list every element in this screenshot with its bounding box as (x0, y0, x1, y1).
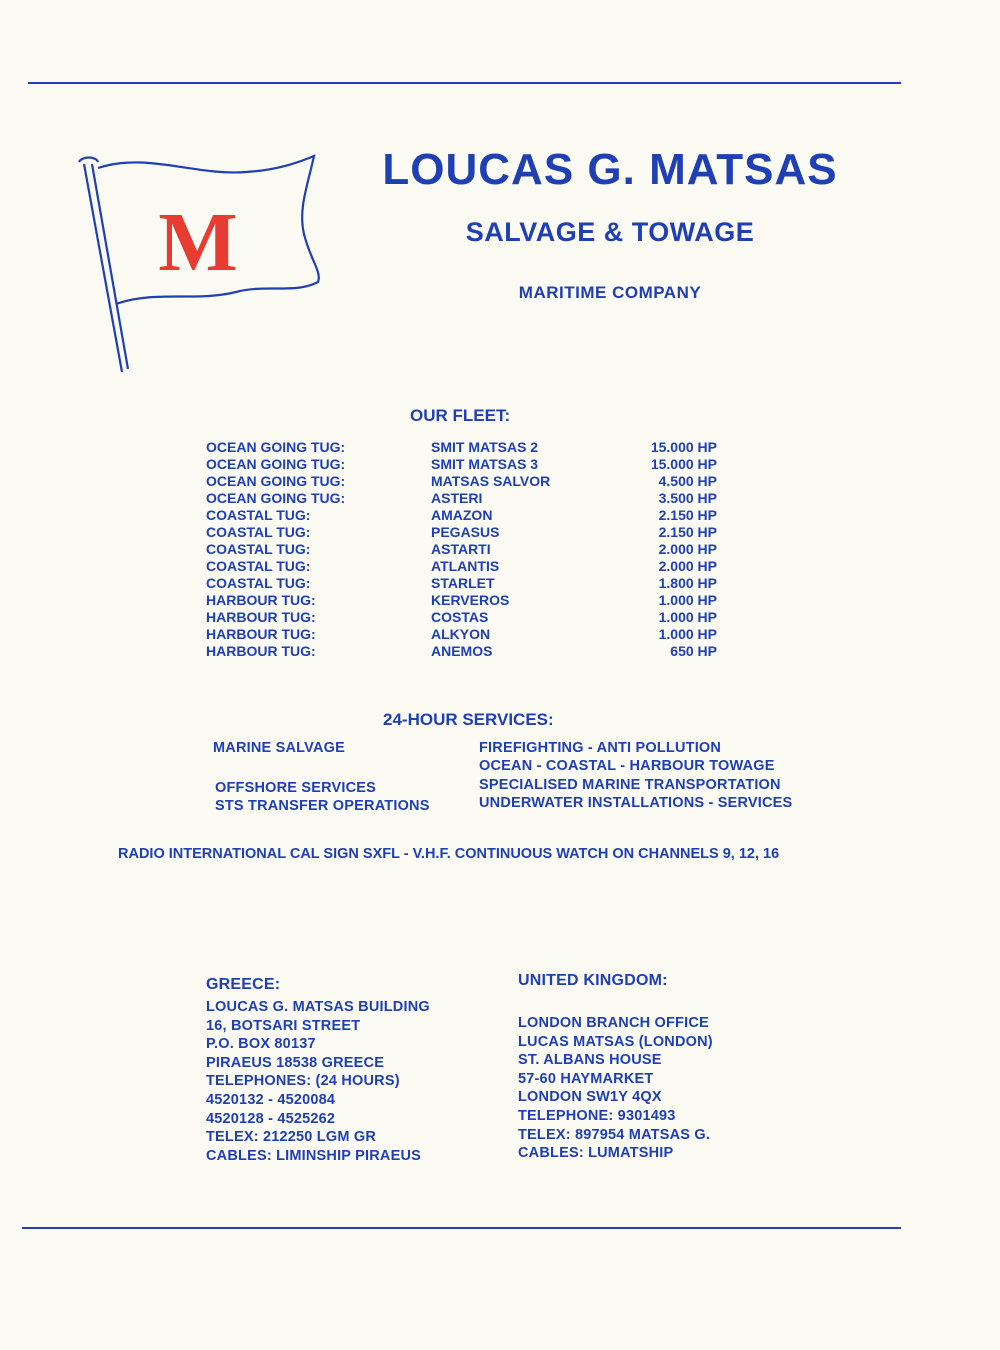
company-name: LOUCAS G. MATSAS (382, 145, 838, 194)
fleet-row (206, 643, 726, 660)
tug-horsepower: 4.500 HP (658, 473, 717, 489)
uk-address-line: 57-60 HAYMARKET (518, 1070, 654, 1087)
flag-letter: M (158, 196, 238, 289)
fleet-row (206, 456, 726, 473)
radio-info: RADIO INTERNATIONAL CAL SIGN SXFL - V.H.F. CONTINUOUS WATCH ON CHANNELS 9, 12, 16 (118, 846, 780, 862)
fleet-heading: OUR FLEET: (410, 406, 511, 425)
uk-address-line: LUCAS MATSAS (LONDON) (518, 1033, 713, 1050)
tug-type: COASTAL TUG: (206, 524, 311, 540)
bottom-rule (22, 1227, 901, 1229)
tug-name: PEGASUS (431, 524, 500, 540)
uk-address-line: LONDON BRANCH OFFICE (518, 1015, 709, 1031)
top-rule (28, 82, 901, 84)
tug-name: ASTARTI (431, 541, 491, 557)
greece-office-title: GREECE: (206, 976, 281, 993)
tug-name: KERVEROS (431, 592, 510, 608)
tug-name: ALKYON (431, 626, 491, 642)
greece-address-line: 4520128 - 4525262 (206, 1110, 336, 1127)
greece-address-line: CABLES: LIMINSHIP PIRAEUS (206, 1147, 422, 1164)
uk-address-line: TELEPHONE: 9301493 (518, 1107, 676, 1124)
tug-name: SMIT MATSAS 2 (431, 439, 539, 455)
tug-type: OCEAN GOING TUG: (206, 456, 346, 472)
tug-horsepower: 1.000 HP (658, 592, 717, 608)
fleet-row (206, 558, 726, 575)
tug-name: ANEMOS (431, 643, 493, 659)
tug-type: OCEAN GOING TUG: (206, 473, 346, 489)
service-transportation: SPECIALISED MARINE TRANSPORTATION (479, 777, 781, 793)
greece-address-line: LOUCAS G. MATSAS BUILDING (206, 999, 430, 1015)
tug-type: HARBOUR TUG: (206, 643, 316, 659)
tug-type: COASTAL TUG: (206, 507, 311, 523)
tug-horsepower: 3.500 HP (658, 490, 717, 506)
company-subtitle: SALVAGE & TOWAGE (465, 217, 755, 247)
tug-name: STARLET (431, 575, 495, 591)
service-firefighting: FIREFIGHTING - ANTI POLLUTION (479, 740, 722, 756)
services-heading: 24-HOUR SERVICES: (383, 710, 554, 729)
tug-type: HARBOUR TUG: (206, 592, 316, 608)
tug-name: SMIT MATSAS 3 (431, 456, 539, 472)
tug-horsepower: 650 HP (670, 643, 717, 659)
tug-horsepower: 1.000 HP (658, 626, 717, 642)
greece-address-line: 16, BOTSARI STREET (206, 1017, 361, 1034)
greece-address-line: P.O. BOX 80137 (206, 1036, 316, 1053)
uk-office-lines (518, 1014, 713, 1163)
company-flag-logo (76, 154, 336, 374)
tug-horsepower: 15.000 HP (650, 439, 717, 455)
uk-address-line: LONDON SW1Y 4QX (518, 1089, 662, 1106)
tug-name: ATLANTIS (431, 558, 500, 574)
service-underwater: UNDERWATER INSTALLATIONS - SERVICES (479, 795, 793, 811)
greece-address-line: 4520132 - 4520084 (206, 1091, 336, 1108)
tug-type: OCEAN GOING TUG: (206, 439, 346, 455)
fleet-row (206, 609, 726, 626)
fleet-row (206, 575, 726, 592)
tug-type: COASTAL TUG: (206, 558, 311, 574)
tug-horsepower: 1.000 HP (658, 609, 717, 625)
uk-office-address (518, 972, 713, 1163)
fleet-row (206, 507, 726, 524)
greece-office-lines (206, 998, 430, 1165)
service-towage: OCEAN - COASTAL - HARBOUR TOWAGE (479, 758, 775, 774)
fleet-row (206, 490, 726, 507)
fleet-row (206, 524, 726, 541)
greece-address-line: TELEX: 212250 LGM GR (206, 1129, 376, 1146)
fleet-row (206, 592, 726, 609)
greece-office-address (206, 976, 430, 1165)
tug-type: HARBOUR TUG: (206, 609, 316, 625)
tug-name: MATSAS SALVOR (431, 473, 551, 489)
tug-horsepower: 1.800 HP (658, 575, 717, 591)
tug-horsepower: 2.000 HP (658, 541, 717, 557)
tug-horsepower: 15.000 HP (650, 456, 717, 472)
fleet-row (206, 626, 726, 643)
fleet-row (206, 541, 726, 558)
tug-name: AMAZON (431, 507, 493, 523)
tug-horsepower: 2.000 HP (658, 558, 717, 574)
service-marine-salvage: MARINE SALVAGE (213, 740, 345, 756)
tug-type: COASTAL TUG: (206, 575, 311, 591)
fleet-table (206, 439, 726, 660)
tug-name: ASTERI (431, 490, 483, 506)
tug-horsepower: 2.150 HP (658, 524, 717, 540)
greece-address-line: TELEPHONES: (24 HOURS) (206, 1073, 400, 1090)
tug-horsepower: 2.150 HP (658, 507, 717, 523)
service-offshore: OFFSHORE SERVICES (215, 780, 377, 796)
service-sts-transfer: STS TRANSFER OPERATIONS (215, 798, 430, 814)
company-type: MARITIME COMPANY (518, 283, 702, 302)
tug-name: COSTAS (431, 609, 489, 625)
fleet-row (206, 473, 726, 490)
tug-type: OCEAN GOING TUG: (206, 490, 346, 506)
greece-address-line: PIRAEUS 18538 GREECE (206, 1054, 385, 1071)
uk-office-title: UNITED KINGDOM: (518, 972, 668, 989)
tug-type: HARBOUR TUG: (206, 626, 316, 642)
fleet-row (206, 439, 726, 456)
uk-address-line: TELEX: 897954 MATSAS G. (518, 1126, 711, 1143)
uk-address-line: ST. ALBANS HOUSE (518, 1052, 662, 1069)
uk-address-line: CABLES: LUMATSHIP (518, 1145, 674, 1162)
tug-type: COASTAL TUG: (206, 541, 311, 557)
